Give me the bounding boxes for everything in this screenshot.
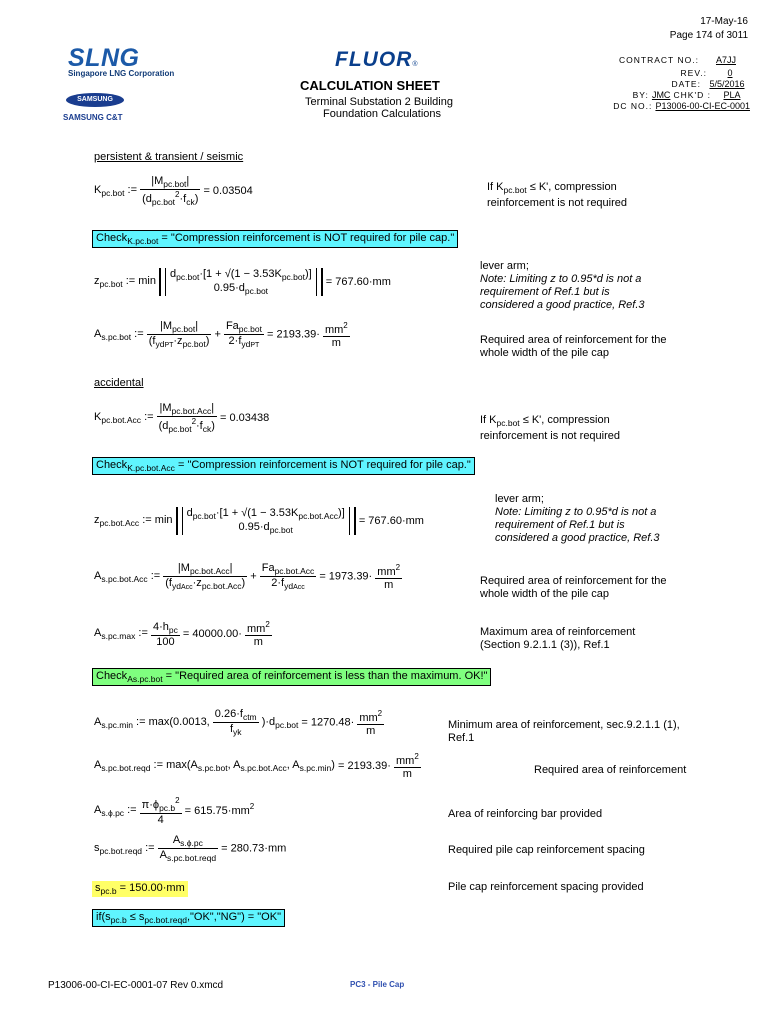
- samsung-logo: [66, 93, 124, 107]
- check2-label: Check: [96, 459, 128, 471]
- k-pc-bot-acc-note: [480, 414, 620, 443]
- check2-text: = "Compression reinforcement is NOT required for pile cap.": [174, 459, 471, 471]
- k-pc-bot-note: [487, 181, 627, 210]
- k2-note-sub: pc.bot: [496, 418, 520, 428]
- check-as-pc-bot: [92, 668, 491, 686]
- z-pc-bot-acc-equation: $z_{pc.bot.Acc}$ := min $d_{pc.bot}\cdot[1 + √(1 - 3.53K_{pc.bot.Acc})]$ $0.95\cdot d_{pc.bot}$ = 767.60·mm: [94, 507, 424, 535]
- k1-note-prefix: If K: [487, 181, 504, 193]
- k-pc-bot-equation: $K_{pc.bot}$ := $\frac{|M_{pc.bot}|}{(d_{pc.bot}^2\cdot f_{ck})}$ = 0.03504: [94, 175, 253, 207]
- check3-label: Check: [96, 670, 128, 682]
- date-label: DATE:: [671, 79, 701, 89]
- z-pc-bot-note: [480, 260, 645, 312]
- as-max-result: = 40000.00·: [182, 628, 242, 640]
- check-k-pc-bot: [92, 230, 458, 248]
- check1-label: Check: [96, 232, 128, 244]
- as-reqd-result: = 2193.39·: [338, 760, 391, 772]
- contract-row: [560, 54, 750, 67]
- document-subtitle-2: Foundation Calculations: [323, 108, 442, 120]
- as2-note-line1: Required area of reinforcement for the: [480, 575, 667, 587]
- spacing-if-check: $if(s_{pc.b}$ ≤ $s_{pc.bot.reqd},"OK","NG$") = "OK": [92, 909, 285, 927]
- dc-value: P13006-00-CI-EC-0001: [655, 101, 750, 111]
- z-pc-bot-acc-result: = 767.60·mm: [358, 515, 424, 527]
- as-pc-bot-acc-note: [480, 575, 667, 601]
- z2-note-line1: lever arm;: [495, 493, 544, 505]
- z-pc-bot-equation: $z_{pc.bot}$ := min $d_{pc.bot}\cdot[1 + √(1 - 3.53K_{pc.bot})]$ $0.95\cdot d_{pc.bot}$ = 767.60·mm: [94, 268, 391, 296]
- as-pc-bot-result: = 2193.39·: [267, 328, 320, 341]
- slng-logo: [68, 44, 174, 78]
- by-value: JMC: [651, 90, 671, 100]
- chkd-label: CHK'D :: [673, 90, 711, 100]
- contract-value: A7JJ: [715, 55, 736, 65]
- z1-note-line3: requirement of Ref.1 but is: [480, 286, 610, 298]
- z2-note-line3: requirement of Ref.1 but is: [495, 519, 625, 531]
- check2-sub: K.pc.bot.Acc: [127, 463, 175, 473]
- z1-note-line1: lever arm;: [480, 260, 529, 272]
- k-pc-bot-acc-equation: $K_{pc.bot.Acc}$ := $\frac{|M_{pc.bot.Acc}|}{(d_{pc.bot}^2\cdot f_{ck})}$ = 0.03438: [94, 402, 270, 434]
- if-args: ,"OK","NG": [186, 911, 242, 923]
- asmin-note-line1: Minimum area of reinforcement, sec.9.2.1.1 (1),: [448, 719, 680, 731]
- as-reqd-note: Required area of reinforcement: [534, 764, 687, 776]
- s-reqd-note: Required pile cap reinforcement spacing: [448, 844, 645, 856]
- as-pc-bot-equation: $A_{s.pc.bot}$ := $\frac{|M_{pc.bot}|}{(f_{ydPT}\cdot z_{pc.bot})}$ + $\frac{Fa_{pc.bot}}{2\cdot f_{ydPT}}$ = 2193.39· $\frac{mm^2}{m}$: [94, 320, 348, 349]
- z2-note-line2: Note: Limiting z to 0.95*d is not a: [495, 506, 657, 518]
- as-reqd-equation: $A_{s.pc.bot.reqd}$ := $\max(A_{s.pc.bot}$, $A_{s.pc.bot.Acc}$, $A_{s.pc.min}) = 2193.39\cdot$ $\frac{mm^2}{m}$: [94, 752, 419, 780]
- as-pc-bot-note: [480, 334, 667, 360]
- as-phi-result: = 615.75·mm: [184, 805, 250, 817]
- as-pc-bot-acc-equation: $A_{s.pc.bot.Acc}$ := $\frac{|M_{pc.bot.Acc}|}{(f_{ydAcc}\cdot z_{pc.bot.Acc})}$ + $\frac{Fa_{pc.bot.Acc}}{2\cdot f_{ydAcc}}$ = 1973.39· $\frac{mm^2}{m}$: [94, 562, 401, 591]
- fluor-logo-text: FLUOR: [335, 48, 413, 71]
- slng-logo-text: SLNG: [68, 44, 140, 72]
- fluor-logo: [335, 48, 418, 72]
- contract-label: CONTRACT NO.:: [619, 55, 699, 65]
- k2-note-line2: reinforcement is not required: [480, 430, 621, 442]
- rev-value: 0: [727, 68, 733, 78]
- k1-note-line2: reinforcement is not required: [487, 197, 628, 209]
- k1-note-rest: ≤ K', compression: [526, 181, 617, 193]
- print-date: 17-May-16: [700, 16, 748, 27]
- if-result: = "OK": [244, 911, 281, 923]
- z2-note-line4: considered a good practice, Ref.3: [495, 532, 660, 544]
- document-title: CALCULATION SHEET: [300, 78, 440, 93]
- z1-note-line2: Note: Limiting z to 0.95*d is not a: [480, 273, 642, 285]
- check1-text: = "Compression reinforcement is NOT required for pile cap.": [158, 232, 455, 244]
- k1-note-sub: pc.bot: [503, 185, 527, 195]
- samsung-logo-oval: SAMSUNG: [66, 93, 124, 107]
- check1-sub: K.pc.bot: [127, 236, 159, 246]
- check3-sub: As.pc.bot: [127, 674, 163, 684]
- k-pc-bot-result: = 0.03504: [203, 185, 253, 197]
- samsung-ct-logo: SAMSUNG C&T: [63, 113, 123, 122]
- slng-logo-subtitle: Singapore LNG Corporation: [68, 69, 175, 78]
- k2-note-prefix: If K: [480, 414, 497, 426]
- footer-filename: P13006-00-CI-EC-0001-07 Rev 0.xmcd: [48, 980, 224, 991]
- as-phi-equation: $A_{s.\phi.pc}$ := $\frac{\pi\cdot\phi_{pc.b}^2}{4}$ = $615.75\cdot mm^2$: [94, 796, 255, 826]
- check3-text: = "Required area of reinforcement is less than the maximum. OK!": [162, 670, 488, 682]
- s-reqd-result: = 280.73·mm: [221, 842, 287, 855]
- k-pc-bot-acc-result: = 0.03438: [219, 412, 270, 424]
- z-pc-bot-result: = 767.60·mm: [325, 276, 391, 288]
- as-max-note: [480, 626, 635, 652]
- as-phi-note: Area of reinforcing bar provided: [448, 808, 603, 820]
- asmax-note-line2: (Section 9.2.1.1 (3)), Ref.1: [480, 639, 610, 651]
- as-min-result: = 1270.48·: [301, 716, 355, 729]
- as-min-equation: $A_{s.pc.min}$ := max(0.0013, $\frac{0.26\cdot f_{ctm}}{f_{yk}}$ )$\cdot d_{pc.bot} = 1270.48\cdot$ $\frac{mm^2}{m}$: [94, 708, 383, 737]
- s-pcb-value: = 150.00·mm: [116, 882, 185, 894]
- document-subtitle-1: Terminal Substation 2 Building: [305, 96, 453, 108]
- as-pc-bot-acc-result: = 1973.39·: [319, 570, 373, 583]
- as2-note-line2: whole width of the pile cap: [480, 588, 610, 600]
- z1-note-line4: considered a good practice, Ref.3: [480, 299, 645, 311]
- if-keyword: if: [96, 911, 102, 923]
- s-reqd-equation: $s_{pc.bot.reqd}$ := $\frac{A_{s.\phi.pc}}{A_{s.pc.bot.reqd}}$ = 280.73·mm: [94, 834, 287, 863]
- asmax-note-line1: Maximum area of reinforcement: [480, 626, 636, 638]
- rev-row: [560, 67, 750, 78]
- z-pc-bot-acc-note: [495, 493, 660, 545]
- dc-row: [560, 100, 750, 111]
- date-row: [560, 78, 750, 89]
- chkd-value: PLA: [723, 90, 741, 100]
- section-heading-accidental: accidental: [94, 377, 144, 389]
- as-min-note: [448, 719, 680, 745]
- date-value: 5/5/2016: [709, 79, 745, 89]
- k2-note-rest: ≤ K', compression: [519, 414, 610, 426]
- rev-label: REV.:: [680, 68, 707, 78]
- s-pcb-definition: $s_{pc.b} = 150.00\cdot mm$: [92, 881, 188, 897]
- as1-note-line2: whole width of the pile cap: [480, 347, 610, 359]
- dc-label: DC NO.:: [613, 101, 653, 111]
- registered-mark: ®: [412, 61, 418, 68]
- page-number: Page 174 of 3011: [669, 30, 748, 41]
- s-pcb-note: Pile cap reinforcement spacing provided: [448, 881, 644, 893]
- by-label: BY:: [632, 90, 649, 100]
- by-row: [560, 89, 750, 100]
- section-heading-persistent: persistent & transient / seismic: [94, 151, 244, 163]
- contract-info-block: [560, 54, 750, 111]
- asmin-note-line2: Ref.1: [448, 732, 475, 744]
- as1-note-line1: Required area of reinforcement for the: [480, 334, 667, 346]
- check-k-pc-bot-acc: [92, 457, 475, 475]
- as-max-equation: $A_{s.pc.max}$ := $\frac{4\cdot h_{pc}}{100}$ = 40000.00· $\frac{mm^2}{m}$: [94, 620, 270, 648]
- footer-section: PC3 - Pile Cap: [350, 980, 405, 989]
